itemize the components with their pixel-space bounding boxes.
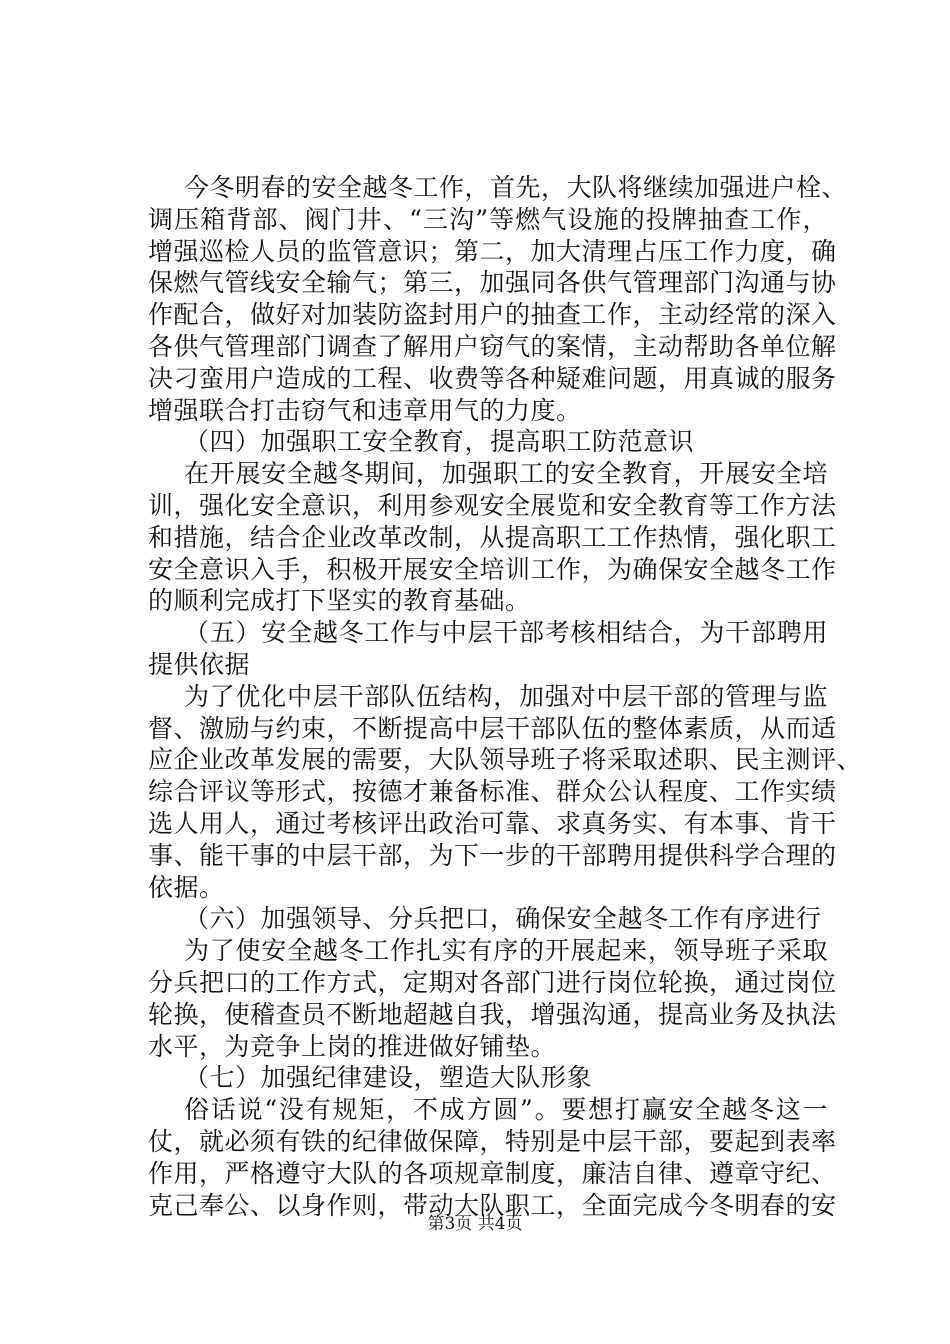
text-line: 依据。 bbox=[148, 872, 225, 902]
text-line: 增强巡检人员的监管意识；第二，加大清理占压工作力度，确 bbox=[148, 236, 837, 266]
text-line: 仗，就必须有铁的纪律做保障，特别是中层干部，要起到表率 bbox=[148, 1126, 837, 1156]
text-line: （六）加强领导、分兵把口，确保安全越冬工作有序进行 bbox=[184, 904, 822, 934]
section-heading bbox=[148, 903, 828, 935]
text-line: 的顺利完成打下坚实的教育基础。 bbox=[148, 586, 531, 616]
text-line: 水平，为竞争上岗的推进做好铺垫。 bbox=[148, 1031, 557, 1061]
document-body bbox=[148, 172, 863, 1221]
section-heading bbox=[148, 426, 828, 458]
body-paragraph bbox=[148, 1094, 837, 1221]
body-paragraph bbox=[148, 681, 863, 904]
text-line: 为了使安全越冬工作扎实有序的开展起来，领导班子采取 bbox=[184, 936, 828, 966]
body-paragraph bbox=[148, 458, 837, 617]
text-line: 综合评议等形式，按德才兼备标准、群众公认程度、工作实绩 bbox=[148, 777, 837, 807]
text-line: 提供依据 bbox=[148, 649, 251, 679]
text-line: 安全意识入手，积极开展安全培训工作，为确保安全越冬工作 bbox=[148, 554, 837, 584]
text-line: 保燃气管线安全输气；第三，加强同各供气管理部门沟通与协 bbox=[148, 268, 837, 298]
text-line: 应企业改革发展的需要，大队领导班子将采取述职、民主测评、 bbox=[148, 745, 863, 775]
text-line: （七）加强纪律建设，塑造大队形象 bbox=[184, 1063, 593, 1093]
text-line: 和措施，结合企业改革改制，从提高职工工作热情，强化职工 bbox=[148, 522, 837, 552]
text-line: 选人用人，通过考核评出政治可靠、求真务实、有本事、肯干 bbox=[148, 808, 837, 838]
section-heading bbox=[148, 1062, 828, 1094]
text-line: 今冬明春的安全越冬工作，首先，大队将继续加强进户栓、 bbox=[184, 173, 848, 202]
text-line: （五）安全越冬工作与中层干部考核相结合，为干部聘用 bbox=[184, 618, 828, 648]
text-line: 为了优化中层干部队伍结构，加强对中层干部的管理与监 bbox=[184, 681, 828, 711]
text-line: 训，强化安全意识，利用参观安全展览和安全教育等工作方法 bbox=[148, 490, 837, 520]
text-line: 督、激励与约束，不断提高中层干部队伍的整体素质，从而适 bbox=[148, 713, 837, 743]
text-line: 作用，严格遵守大队的各项规章制度，廉洁自律、遵章守纪、 bbox=[148, 1158, 837, 1188]
text-line: 轮换，使稽查员不断地超越自我，增强沟通，提高业务及执法 bbox=[148, 999, 837, 1029]
body-paragraph bbox=[148, 935, 837, 1062]
page-footer: 第3页 共4页 bbox=[427, 1214, 523, 1234]
text-line: 增强联合打击窃气和违章用气的力度。 bbox=[148, 395, 582, 425]
text-line: 各供气管理部门调查了解用户窃气的案情，主动帮助各单位解 bbox=[148, 331, 837, 361]
text-line: 俗话说“没有规矩，不成方圆”。要想打赢安全越冬这一 bbox=[184, 1095, 828, 1125]
text-line: 在开展安全越冬期间，加强职工的安全教育，开展安全培 bbox=[184, 459, 828, 489]
text-line: （四）加强职工安全教育，提高职工防范意识 bbox=[184, 427, 695, 457]
body-paragraph bbox=[148, 172, 848, 426]
text-line: 作配合，做好对加装防盗封用户的抽查工作，主动经常的深入 bbox=[148, 300, 837, 330]
text-line: 调压箱背部、阀门井、“三沟”等燃气设施的投牌抽查工作， bbox=[148, 204, 828, 234]
text-line: 克己奉公、以身作则，带动大队职工，全面完成今冬明春的安 bbox=[148, 1190, 837, 1220]
text-line: 分兵把口的工作方式，定期对各部门进行岗位轮换，通过岗位 bbox=[148, 967, 837, 997]
text-line: 事、能干事的中层干部，为下一步的干部聘用提供科学合理的 bbox=[148, 840, 837, 870]
text-line: 决刁蛮用户造成的工程、收费等各种疑难问题，用真诚的服务 bbox=[148, 363, 837, 393]
section-heading bbox=[148, 617, 828, 681]
